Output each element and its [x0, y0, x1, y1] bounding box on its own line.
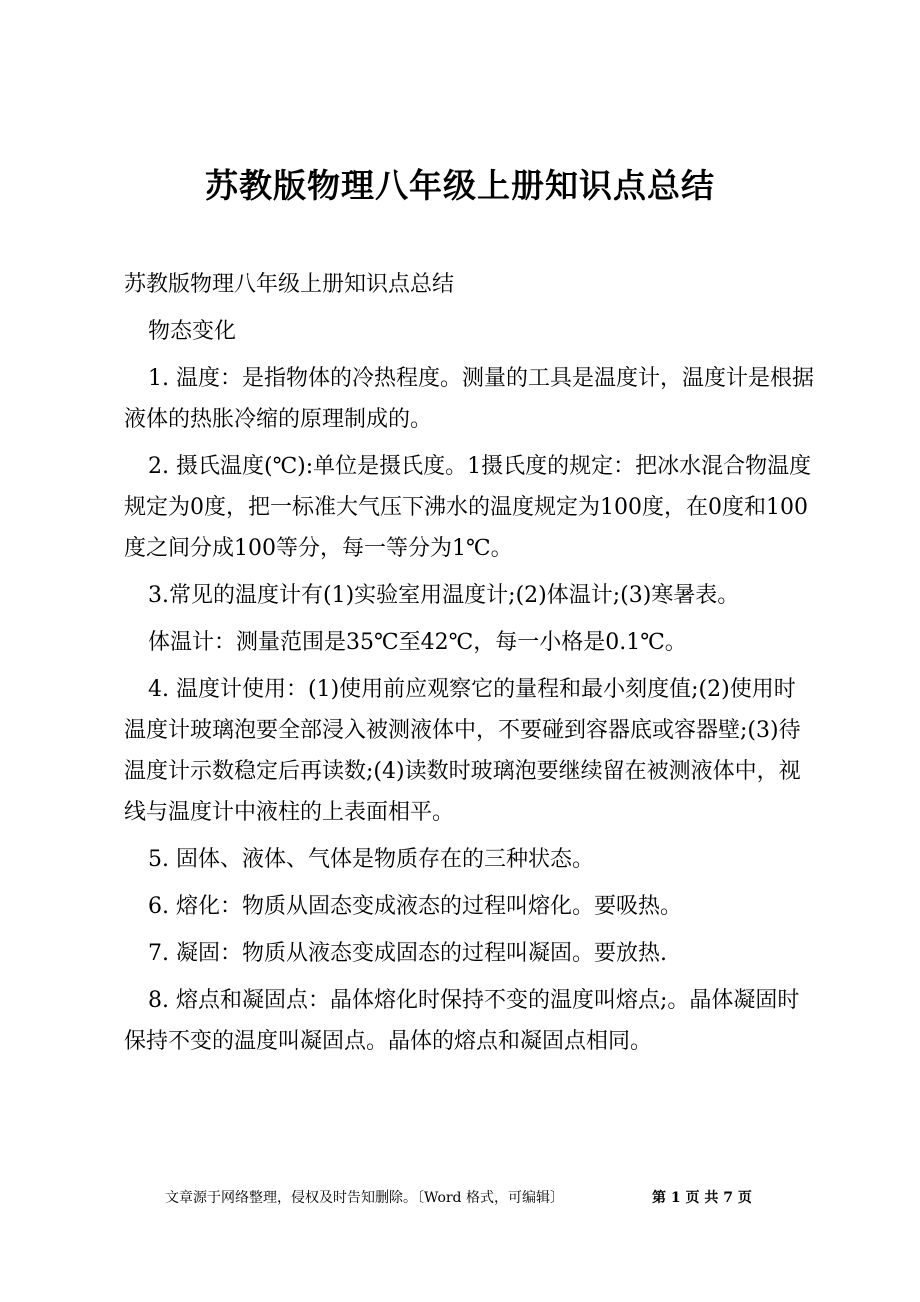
paragraph-8: 8. 熔点和凝固点：晶体熔化时保持不变的温度叫熔点;。晶体凝固时保持不变的温度叫凝固点。晶体的熔点和凝固点相同。 — [124, 988, 800, 1054]
paragraph-7: 7. 凝固：物质从液态变成固态的过程叫凝固。要放热. — [148, 941, 667, 966]
body-heading: 苏教版物理八年级上册知识点总结 — [124, 272, 455, 297]
document-title: 苏教版物理八年级上册知识点总结 — [205, 166, 715, 205]
paragraph-5: 5. 固体、液体、气体是物质存在的三种状态。 — [148, 847, 594, 872]
paragraph-3-sub: 体温计：测量范围是35℃至42℃，每一小格是0.1℃。 — [148, 630, 687, 655]
footer-note: 文章源于网络整理，侵权及时告知删除。〔Word 格式，可编辑〕 — [165, 1190, 564, 1206]
page-number: 第 1 页 共 7 页 — [652, 1190, 752, 1206]
paragraph-6: 6. 熔化：物质从固态变成液态的过程叫熔化。要吸热。 — [148, 894, 682, 919]
paragraph-2: 2. 摄氏温度(℃):单位是摄氏度。1摄氏度的规定：把冰水混合物温度规定为0度，把一标准大气压下沸水的温度规定为100度，在0度和100度之间分成100等分，每一等分为1℃。 — [124, 454, 812, 561]
paragraph-1: 1. 温度：是指物体的冷热程度。测量的工具是温度计，温度计是根据液体的热胀冷缩的原理制成的。 — [124, 366, 814, 432]
section-heading: 物态变化 — [148, 319, 237, 344]
document-body — [124, 264, 814, 1068]
paragraph-4: 4. 温度计使用：(1)使用前应观察它的量程和最小刻度值;(2)使用时温度计玻璃泡要全部浸入被测液体中，不要碰到容器底或容器壁;(3)待温度计示数稳定后再读数;(4)读数时玻璃泡要继续留在被测液体中，视线与温度计中液柱的上表面相平。 — [124, 677, 801, 825]
paragraph-3: 3.常见的温度计有(1)实验室用温度计;(2)体温计;(3)寒暑表。 — [148, 583, 740, 608]
